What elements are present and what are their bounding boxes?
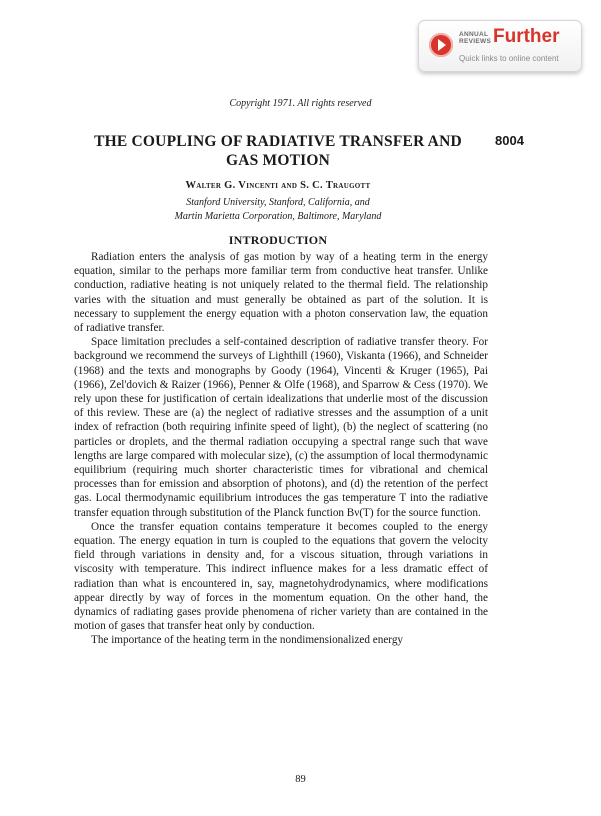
- badge-org-name: ANNUAL REVIEWS: [459, 31, 492, 45]
- body-text: [74, 250, 488, 648]
- play-arrow-icon: [429, 33, 453, 57]
- paragraph: Once the transfer equation contains temperature it becomes coupled to the energy equation. The energy equation in turn is coupled to the equations that govern the velocity field through variations in density and, for a viscous situation, through variations in viscosity with temperature. This indirect influence makes for a less dramatic effect of radiation than what is encountered in, say, magnetohydrodynamics, where modifications appear directly by way of forces in the momentum equation. On the other hand, the dynamics of radiating gases provide phenomena of richer variety than are contained in the motion of gases that transfer heat only by conduction.: [74, 520, 488, 633]
- badge-title: Further: [493, 26, 560, 47]
- paragraph: Space limitation precludes a self-contained description of radiative transfer theory. For background we recommend the surveys of Lighthill (1960), Viskanta (1966), and Schneider (1968) and the texts and monographs by Goody (1964), Vincenti & Kruger (1965), Pai (1966), Zel'dovich & Raizer (1966), Penner & Olfe (1968), and Sparrow & Cess (1970). We rely upon these for justification of certain idealizations that underlie most of the discussion of this review. These are (a) the neglect of radiative stresses and the assumption of a unit index of refraction (both requiring infinite speed of light), (b) the neglect of scattering (no particles or droplets, and the thermal radiation occupying a spectral range such that wave lengths are large compared with molecular size), (c) the assumption of local thermodynamic equilibrium (requiring much shorter characteristic times for vibrational and chemical processes than for emission and absorption of photons), and (d) the retention of the perfect gas. Local thermodynamic equilibrium introduces the gas temperature T into the radiative transfer equation through substitution of the Planck function Bν(T) for the source function.: [74, 336, 488, 519]
- section-heading: INTRODUCTION: [228, 233, 328, 247]
- further-badge[interactable]: [418, 20, 582, 72]
- page-number: 89: [295, 774, 306, 785]
- affiliation: [78, 196, 478, 224]
- affiliation-line: Stanford University, Stanford, California, and: [186, 197, 370, 208]
- paragraph: The importance of the heating term in the nondimensionalized energy: [91, 634, 404, 647]
- article-number: 8004: [495, 133, 524, 148]
- article-title: THE COUPLING OF RADIATIVE TRANSFER AND GAS MOTION: [94, 133, 462, 169]
- author-line: Walter G. Vincenti and S. C. Traugott: [185, 180, 371, 191]
- copyright-notice: Copyright 1971. All rights reserved: [229, 98, 372, 109]
- badge-subtitle: Quick links to online content: [459, 54, 559, 63]
- paragraph: Radiation enters the analysis of gas motion by way of a heating term in the energy equation, similar to the perhaps more familiar term from conductive heat transfer. Unlike conduction, radiative heating is not uniquely related to the thermal field. The relationship varies with the situation and must generally be obtained as part of the solution. It is necessary to supplement the energy equation with a photon conservation law, the equation of radiative transfer.: [74, 251, 488, 335]
- affiliation-line: Martin Marietta Corporation, Baltimore, Maryland: [174, 211, 382, 222]
